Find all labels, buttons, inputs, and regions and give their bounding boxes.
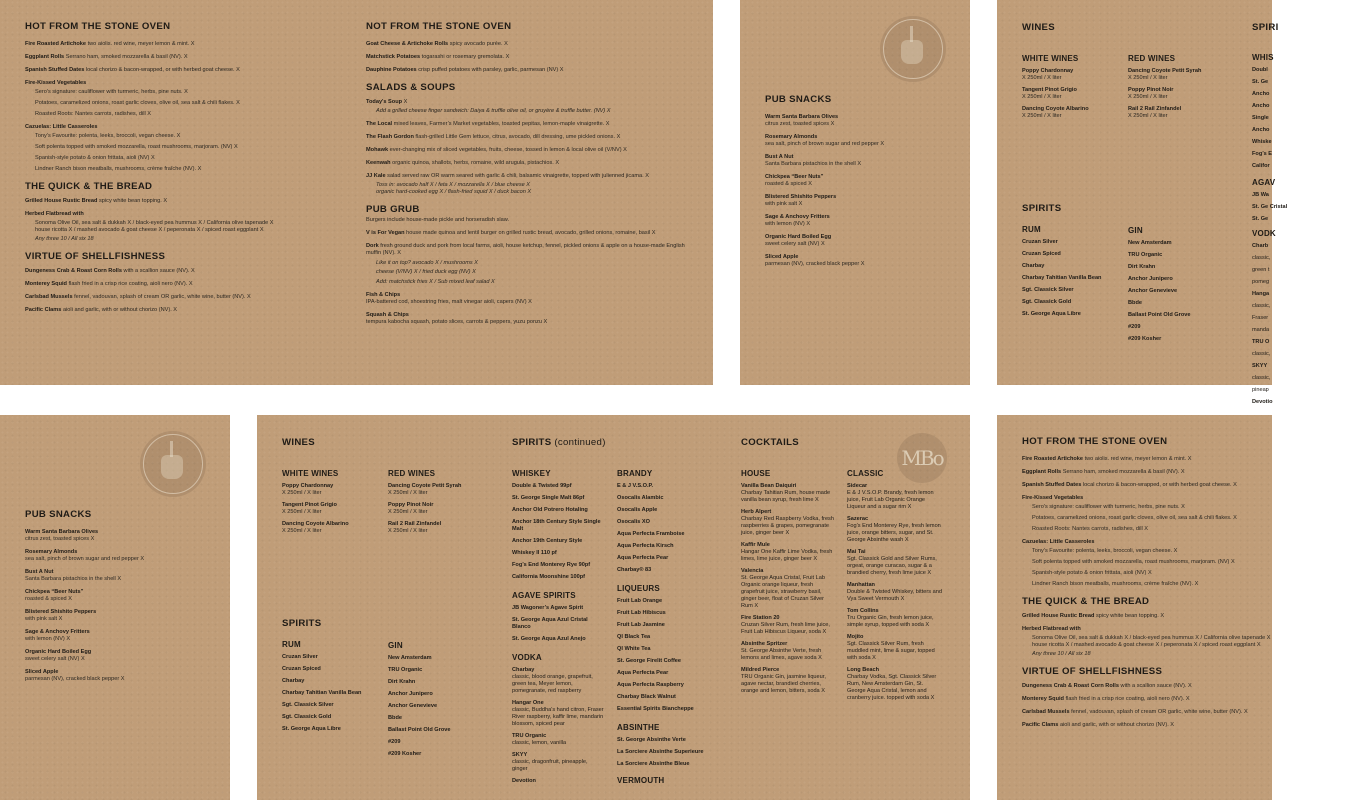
fist-emblem-icon [140,431,206,497]
spirit-item: Aqua Perfecta Pear [617,670,669,676]
not-stone-column [366,21,696,332]
menu-item: Dungeness Crab & Roast Corn Rolls with a scallion sauce (NV). X [25,268,195,274]
wine-item: Poppy Pinot Noir X 250ml / X liter [1128,87,1174,100]
spirit-item: Ballast Point Old Grove [1128,312,1191,318]
menu-item: Chickpea “Beer Nuts” roasted & spiced X [765,174,824,187]
spirit-item: Sgt. Classick Silver [282,702,334,708]
spirit-item: Bbde [1128,300,1142,306]
spirit-item: Whiskey II 110 pf [512,550,557,556]
menu-item: Spanish Stuffed Dates local chorizo & bacon-wrapped, or with herbed goat cheese. X [25,67,240,73]
spirit-item: Aqua Perfecta Pear [617,555,669,561]
spirits-title: SPIRITS [282,618,322,629]
gin-title: GIN [1128,226,1143,235]
wine-item: Tangent Pinot Grigio X 250ml / X liter [1022,87,1077,100]
spirit-item: Ballast Point Old Grove [388,727,451,733]
menu-item: Herbed Flatbread with Sonoma Olive Oil, sea salt & dukkah X / black-eyed pea hummus X / California olive tapenade X house ricotta X / mashed avocado & goat cheese X / peperonata X / spiced roast eggplant X Any three 10 / All six 18 [25,211,274,242]
menu-item: Cazuelas: Little Casseroles Tony’s Favourite: polenta, leeks, broccoli, vegan cheese. X Soft polenta topped with smoked mozzarella, roast mushrooms, marjoram. (NV) X Spanish-style potato & onion frittata, aioli (NV) X Lindner Ranch bison meatballs, mushrooms, crème fraîche (NV). X [1022,539,1235,587]
cocktail-item: Mildred Pierce TRU Organic Gin, jasmine liqueur, agave nectar, brandied cherries, orange and lemon, bitters, soda X [741,667,826,694]
menu-item: Warm Santa Barbara Olives citrus zest, toasted spices X [765,114,839,127]
spirit-item: St. George Firelit Coffee [617,658,682,664]
menu-item: Bust A Nut Santa Barbara pistachios in the shell X [25,569,122,582]
wines-panel-top [997,0,1288,405]
menu-item: Grilled House Rustic Bread spicy white bean topping. X [1022,613,1165,619]
spirit-item: Cruzan Silver [1022,239,1058,245]
spirits-column [1022,203,1122,323]
food-menu-panel [0,0,713,385]
spirit-item: Charbay Tahitian Vanilla Bean [1022,275,1102,281]
menu-item: Fire-Kissed Vegetables Sero’s signature: cauliflower with turmeric, herbs, pine nuts. X Potatoes, caramelized onions, roast garlic cloves, olive oil, sea salt & chili flakes. X Roasted Roots: Nantes carrots, radishes, dill X [25,80,240,117]
menu-item: Eggplant Rolls Serrano ham, smoked mozzarella & basil (NV). X [1022,469,1185,475]
spirit-item: Fruit Lab Jasmine [617,622,665,628]
spirit-item: St. George Single Malt 86pf [512,495,585,501]
cocktail-item: Vanilla Bean Daiquiri Charbay Tahitian Rum, house made vanilla bean syrup, fresh lime X [741,483,831,503]
menu-item: V is For Vegan house made quinoa and lentil burger on grilled rustic bread, avocado, grilled onions, romaine, basil X [366,230,656,236]
cropped-spirits-column: SPIRI WHIS Doubl St. Ge Ancho Ancho Single Ancho Whiske Fog’s E Califor AGAV JB Wa St. Ge Cristal St. Ge VODK Charb classic, green t pomeg Hanga classic, Fraser manda TRU O classic, SKYY classic, pineap Devotio [1252,22,1288,405]
spirits-title: SPIRITS [1022,203,1062,214]
menu-item: Fire Roasted Artichoke two aiolis. red wine, meyer lemon & mint. X [25,41,195,47]
absinthe-title: ABSINTHE [617,723,660,732]
house-title: HOUSE [741,469,771,478]
menu-item: Pacific Clams aioli and garlic, with or without chorizo (NV). X [1022,722,1175,728]
spirit-item: Essential Spirits Biancheppe [617,706,694,712]
spirit-item: Dirt Krahn [388,679,416,685]
brandy-title: BRANDY [617,469,653,478]
spirit-item: St. George Absinthe Verte [617,737,686,743]
menu-item: Pacific Clams aioli and garlic, with or without chorizo (NV). X [25,307,178,313]
wine-item: Dancing Coyote Petit Syrah X 250ml / X liter [388,483,462,496]
spirit-item: Charbay Tahitian Vanilla Bean [282,690,362,696]
cocktails-header [741,437,941,457]
liqueurs-title: LIQUEURS [617,584,660,593]
menu-item: Dauphine Potatoes crisp puffed potatoes with parsley, garlic, parmesan (NV) X [366,67,564,73]
red-wines-title: RED WINES [388,469,436,478]
menu-item: Fish & Chips IPA-battered cod, shoestring fries, malt vinegar aioli, capers (NV) X [366,292,532,305]
cocktails-title: COCKTAILS [741,437,799,448]
cocktail-item: Long Beach Charbay Vodka, Sgt. Classick Silver Rum, New Amsterdam Gin, St. George Aqua Cristal, lemon and cranberry juice. topped with soda X [847,667,937,701]
spirit-item: Aqua Perfecta Framboise [617,531,685,537]
spirit-item: Anchor Junipero [1128,276,1173,282]
menu-item: Herbed Flatbread with Sonoma Olive Oil, sea salt & dukkah X / black-eyed pea hummus X / California olive tapenade X house ricotta X / mashed avocado & goat cheese X / peperonata X / spiced roast eggplant X Any three 10 / All six 18 [1022,626,1271,657]
wine-item: Dancing Coyote Albarino X 250ml / X liter [282,521,349,534]
cocktail-item: Sazerac Fog’s End Monterey Rye, fresh lemon juice, orange bitters, sugar, and St. George Absinthe wash X [847,516,941,543]
menu-item: Rosemary Almonds sea salt, pinch of brown sugar and red pepper X [765,134,885,147]
wine-item: Dancing Coyote Albarino X 250ml / X liter [1022,106,1089,119]
menu-item: Organic Hard Boiled Egg sweet celery salt (NV) X [765,234,832,247]
spirit-item: Cruzan Silver [282,654,318,660]
house-cocktails-column [741,469,837,700]
menu-item: Monterey Squid flash fried in a crisp rice coating, aioli nero (NV). X [1022,696,1190,702]
menu-item: Monterey Squid flash fried in a crisp rice coating, aioli nero (NV). X [25,281,193,287]
pub-snacks-panel-top [740,0,970,385]
spirit-item: St. George Aqua Azul Anejo [512,636,586,642]
wine-item: Dancing Coyote Petit Syrah X 250ml / X liter [1128,68,1202,81]
spirit-item: Anchor Genevieve [388,703,438,709]
gin-column [388,641,488,763]
white-wines-column [1022,54,1122,125]
spirit-item: Charbay [1022,263,1045,269]
not-stone-title: NOT FROM THE STONE OVEN [366,21,512,32]
spirit-item: Anchor Old Potrero Hotaling [512,507,588,513]
spirit-item: TRU Organic [1128,252,1163,258]
wine-item: Poppy Pinot Noir X 250ml / X liter [388,502,434,515]
hot-column [25,21,345,320]
monogram-logo-icon: MBo [897,433,947,483]
gin-column [1128,226,1228,348]
menu-item: JJ Kale salad served raw OR warm seared with garlic & chili, balsamic vinaigrette, topped with julienned jicama. X Toss in: avocado half X / feta X / mozzarella X / blue cheese X organic hard-cooked egg X / flash-fried squid X / duck bacon X [366,173,649,195]
pub-grub-title: PUB GRUB [366,204,420,215]
menu-item: Sliced Apple parmesan (NV), cracked black pepper X [25,669,125,682]
spirit-item: Anchor 19th Century Style [512,538,583,544]
menu-item: Sliced Apple parmesan (NV), cracked black pepper X [765,254,865,267]
spirit-item: La Sorciere Absinthe Superieure [617,749,704,755]
menu-item: Chickpea “Beer Nuts” roasted & spiced X [25,589,84,602]
fist-emblem-icon [880,16,946,82]
menu-item: Fire-Kissed Vegetables Sero’s signature: cauliflower with turmeric, herbs, pine nuts. X Potatoes, caramelized onions, roast garlic cloves, olive oil, sea salt & chili flakes. X Roasted Roots: Nantes carrots, radishes, dill X [1022,495,1237,532]
spirit-item: TRU Organic classic, lemon, vanilla [512,733,567,746]
spirit-item: #209 Kosher [1128,336,1162,342]
spirit-item: Sgt. Classick Silver [1022,287,1074,293]
wines-title: WINES [1022,22,1055,33]
spirit-item: Sgt. Classick Gold [1022,299,1072,305]
spirit-item: Fruit Lab Hibiscus [617,610,666,616]
spirit-item: St. George Aqua Azul Cristal Blanco [512,617,588,630]
cocktail-item: Mojito Sgt. Classick Silver Rum, fresh muddled mint, lime & sugar, topped with soda X [847,634,935,661]
menu-item: Carlsbad Mussels fennel, vadouvan, splash of cream OR garlic, white wine, butter (NV). X [25,294,251,300]
spirit-item: Cruzan Spiced [1022,251,1061,257]
spirit-item: E & J V.S.O.P. [617,483,654,489]
spirit-item: Sgt. Classick Gold [282,714,332,720]
quick-title: THE QUICK & THE BREAD [1022,596,1150,607]
menu-item: Matchstick Potatoes togarashi or rosemary gremolata. X [366,54,510,60]
drinks-panel [257,415,970,800]
red-wines-title: RED WINES [1128,54,1176,63]
menu-item: Sage & Anchovy Fritters with lemon (NV) X [765,214,830,227]
spirit-item: Double & Twisted 99pf [512,483,572,489]
spirits-continued-header: SPIRITS (continued) [512,437,606,448]
menu-item: Grilled House Rustic Bread spicy white bean topping. X [25,198,168,204]
brandy-column [617,469,717,790]
menu-item: The Local mixed leaves, Farmer’s Market vegetables, toasted pepitas, lemon-maple vinaigrette. X [366,121,610,127]
spirit-item: Devotion [512,778,536,784]
agave-title: AGAVE SPIRITS [512,591,576,600]
whiskey-title: WHISKEY [512,469,551,478]
menu-item: Mohawk ever-changing mix of sliced vegetables, fruits, cheese, tossed in lemon & local olive oil (V/NV) X [366,147,627,153]
spirit-item: New Amsterdam [388,655,432,661]
cocktail-item: Tom Collins Tru Organic Gin, fresh lemon juice, simple syrup, topped with soda X [847,608,934,628]
spirit-item: Cruzan Spiced [282,666,321,672]
red-wines-column [1128,54,1238,125]
menu-item: The Flash Gordon flash-grilled Little Gem lettuce, citrus, avocado, dill dressing, ume pickled onions. X [366,134,621,140]
spirit-item: Osocalis Alambic [617,495,664,501]
pub-snacks-column [765,94,955,274]
menu-item: Bust A Nut Santa Barbara pistachios in the shell X [765,154,862,167]
menu-item: Goat Cheese & Artichoke Rolls spicy avocado purée. X [366,41,508,47]
menu-item: Fire Roasted Artichoke two aiolis. red wine, meyer lemon & mint. X [1022,456,1192,462]
spirit-item: Aqua Perfecta Raspberry [617,682,684,688]
white-wines-title: WHITE WINES [282,469,339,478]
spirit-item: Charbay® 83 [617,567,652,573]
wines-title: WINES [282,437,315,448]
white-wines-column [282,469,382,540]
quick-title: THE QUICK & THE BREAD [25,181,153,192]
spirit-item: New Amsterdam [1128,240,1172,246]
menu-item: Blistered Shishito Peppers with pink salt X [25,609,97,622]
spirit-item: Fruit Lab Orange [617,598,663,604]
food-menu-panel-bottom [997,415,1272,800]
spirit-item: Charbay [282,678,305,684]
spirit-item: Charbay Black Walnut [617,694,676,700]
cocktail-item: Absinthe Spritzer St. George Absinthe Verte, fresh lemons and limes, agave soda X [741,641,822,661]
pub-snacks-column [25,509,215,689]
pub-snacks-title: PUB SNACKS [765,94,832,105]
salads-title: SALADS & SOUPS [366,82,456,93]
menu-item: Blistered Shishito Peppers with pink salt X [765,194,837,207]
spirit-item: JB Wagoner’s Agave Spirit [512,605,584,611]
spirits-continued-title: SPIRITS [512,437,552,448]
spirit-item: St. George Aqua Libre [282,726,341,732]
spirit-item: QI White Tea [617,646,651,652]
menu-item: Today's Soup X Add a grilled cheese finger sandwich: Daiya & truffle olive oil, or gruyère & truffle butter. (NV) X [366,99,611,114]
menu-item: Spanish Stuffed Dates local chorizo & bacon-wrapped, or with herbed goat cheese. X [1022,482,1237,488]
cocktail-item: Herb Alpert Charbay Red Raspberry Vodka, fresh raspberries & grapes, pomegranate juice, ginger beer X [741,509,834,536]
spirit-item: California Moonshine 100pf [512,574,586,580]
spirit-item: La Sorciere Absinthe Bleue [617,761,690,767]
spirit-item: #209 [388,739,401,745]
spirit-item: St. George Aqua Libre [1022,311,1081,317]
rum-title: RUM [1022,225,1041,234]
red-wines-column [388,469,498,540]
vermouth-title: VERMOUTH [617,776,665,785]
cocktail-item: Fire Station 20 Cruzan Silver Rum, fresh lime juice, Fruit Lab Hibiscus Liqueur, soda X [741,615,830,635]
wine-item: Rail 2 Rail Zinfandel X 250ml / X liter [1128,106,1182,119]
spirit-item: #209 Kosher [388,751,422,757]
cocktail-item: Mai Tai Sgt. Classick Gold and Silver Rums, orgeat, orange curacao, sugar & a brandied cherry, fresh lime juice X [847,549,937,576]
spirit-item: Hangar One classic, Buddha’s hand citron, Fraser River raspberry, kaffir lime, mandarin blossom, spiced pear [512,700,604,727]
rum-title: RUM [282,640,301,649]
menu-item: Carlsbad Mussels fennel, vadouvan, splash of cream OR garlic, white wine, butter (NV). X [1022,709,1248,715]
wine-item: Rail 2 Rail Zinfandel X 250ml / X liter [388,521,442,534]
virtue-title: VIRTUE OF SHELLFISHNESS [1022,666,1163,677]
menu-item: Warm Santa Barbara Olives citrus zest, toasted spices X [25,529,99,542]
spirit-item: QI Black Tea [617,634,651,640]
spirit-item: SKYY classic, dragonfruit, pineapple, ginger [512,752,588,772]
classic-cocktails-column [847,469,943,707]
menu-item: Rosemary Almonds sea salt, pinch of brown sugar and red pepper X [25,549,145,562]
wines-column [1022,22,1242,57]
menu-item: Dungeness Crab & Roast Corn Rolls with a scallion sauce (NV). X [1022,683,1192,689]
virtue-title: VIRTUE OF SHELLFISHNESS [25,251,166,262]
menu-item: Dork fresh ground duck and pork from local farms, aioli, house ketchup, fennel, pickled onions & apple on a house-made English muffin (NV). X Like it on top? avocado X / mushrooms X cheese (V/NV) X / fried duck egg (NV) X Add: matchstick fries X / Sub mixed leaf salad X [366,243,685,285]
pub-snacks-panel-bottom [0,415,230,800]
menu-item: Sage & Anchovy Fritters with lemon (NV) X [25,629,90,642]
spirit-item: Bbde [388,715,402,721]
spirit-item: Charbay classic, blood orange, grapefruit, green tea, Meyer lemon, pomegranate, red raspberry [512,667,593,694]
wine-item: Tangent Pinot Grigio X 250ml / X liter [282,502,337,515]
spirits-column [282,618,382,738]
spirit-item: #209 [1128,324,1141,330]
cocktail-item: Sidecar E & J V.S.O.P. Brandy, fresh lemon juice, Fruit Lab Organic Orange Liqueur and a sugar rim X [847,483,934,510]
wines-column [282,437,502,457]
spirit-item: Anchor Genevieve [1128,288,1178,294]
pub-snacks-title: PUB SNACKS [25,509,92,520]
wine-item: Poppy Chardonnay X 250ml / X liter [282,483,334,496]
spirit-item: Anchor 18th Century Style Single Malt [512,519,601,532]
menu-item: Keenwah organic quinoa, shallots, herbs, romaine, wild arugula, pistachios. X [366,160,560,166]
hot-title: HOT FROM THE STONE OVEN [25,21,171,32]
spirit-item: Anchor Junipero [388,691,433,697]
whiskey-column [512,469,604,790]
gin-title: GIN [388,641,403,650]
wine-item: Poppy Chardonnay X 250ml / X liter [1022,68,1074,81]
spirit-item: TRU Organic [388,667,423,673]
vodka-title: VODKA [512,653,542,662]
menu-item: Cazuelas: Little Casseroles Tony’s Favourite: polenta, leeks, broccoli, vegan cheese. X Soft polenta topped with smoked mozzarella, roast mushrooms, marjoram. (NV) X Spanish-style potato & onion frittata, aioli (NV) X Lindner Ranch bison meatballs, mushrooms, crème fraîche (NV). X [25,124,238,172]
spirit-item: Aqua Perfecta Kirsch [617,543,674,549]
spirit-item: Osocalis Apple [617,507,658,513]
classic-title: CLASSIC [847,469,884,478]
hot-title: HOT FROM THE STONE OVEN [1022,436,1168,447]
menu-item: Eggplant Rolls Serrano ham, smoked mozzarella & basil (NV). X [25,54,188,60]
cocktail-item: Manhattan Double & Twisted Whiskey, bitters and Vya Sweet Vermouth X [847,582,942,602]
cocktail-item: Valencia St. George Aqua Cristal, Fruit Lab Organic orange liqueur, fresh grapefruit juice, strawberry basil, ginger beer, float of Cruzan Silver Rum X [741,568,825,609]
spirit-item: Dirt Krahn [1128,264,1156,270]
menu-item: Organic Hard Boiled Egg sweet celery salt (NV) X [25,649,92,662]
white-wines-title: WHITE WINES [1022,54,1079,63]
spirit-item: Osocalis XO [617,519,650,525]
cocktail-item: Kaffir Mule Hangar One Kaffir Lime Vodka, fresh limes, lime juice, ginger beer X [741,542,833,562]
spirit-item: Fog’s End Monterey Rye 90pf [512,562,591,568]
pub-grub-note: Burgers include house-made pickle and horseradish slaw. [366,217,510,223]
menu-item: Squash & Chips tempura kabocha squash, potato slices, carrots & peppers, yuzu ponzu X [366,312,548,325]
hot-column [1022,436,1362,735]
